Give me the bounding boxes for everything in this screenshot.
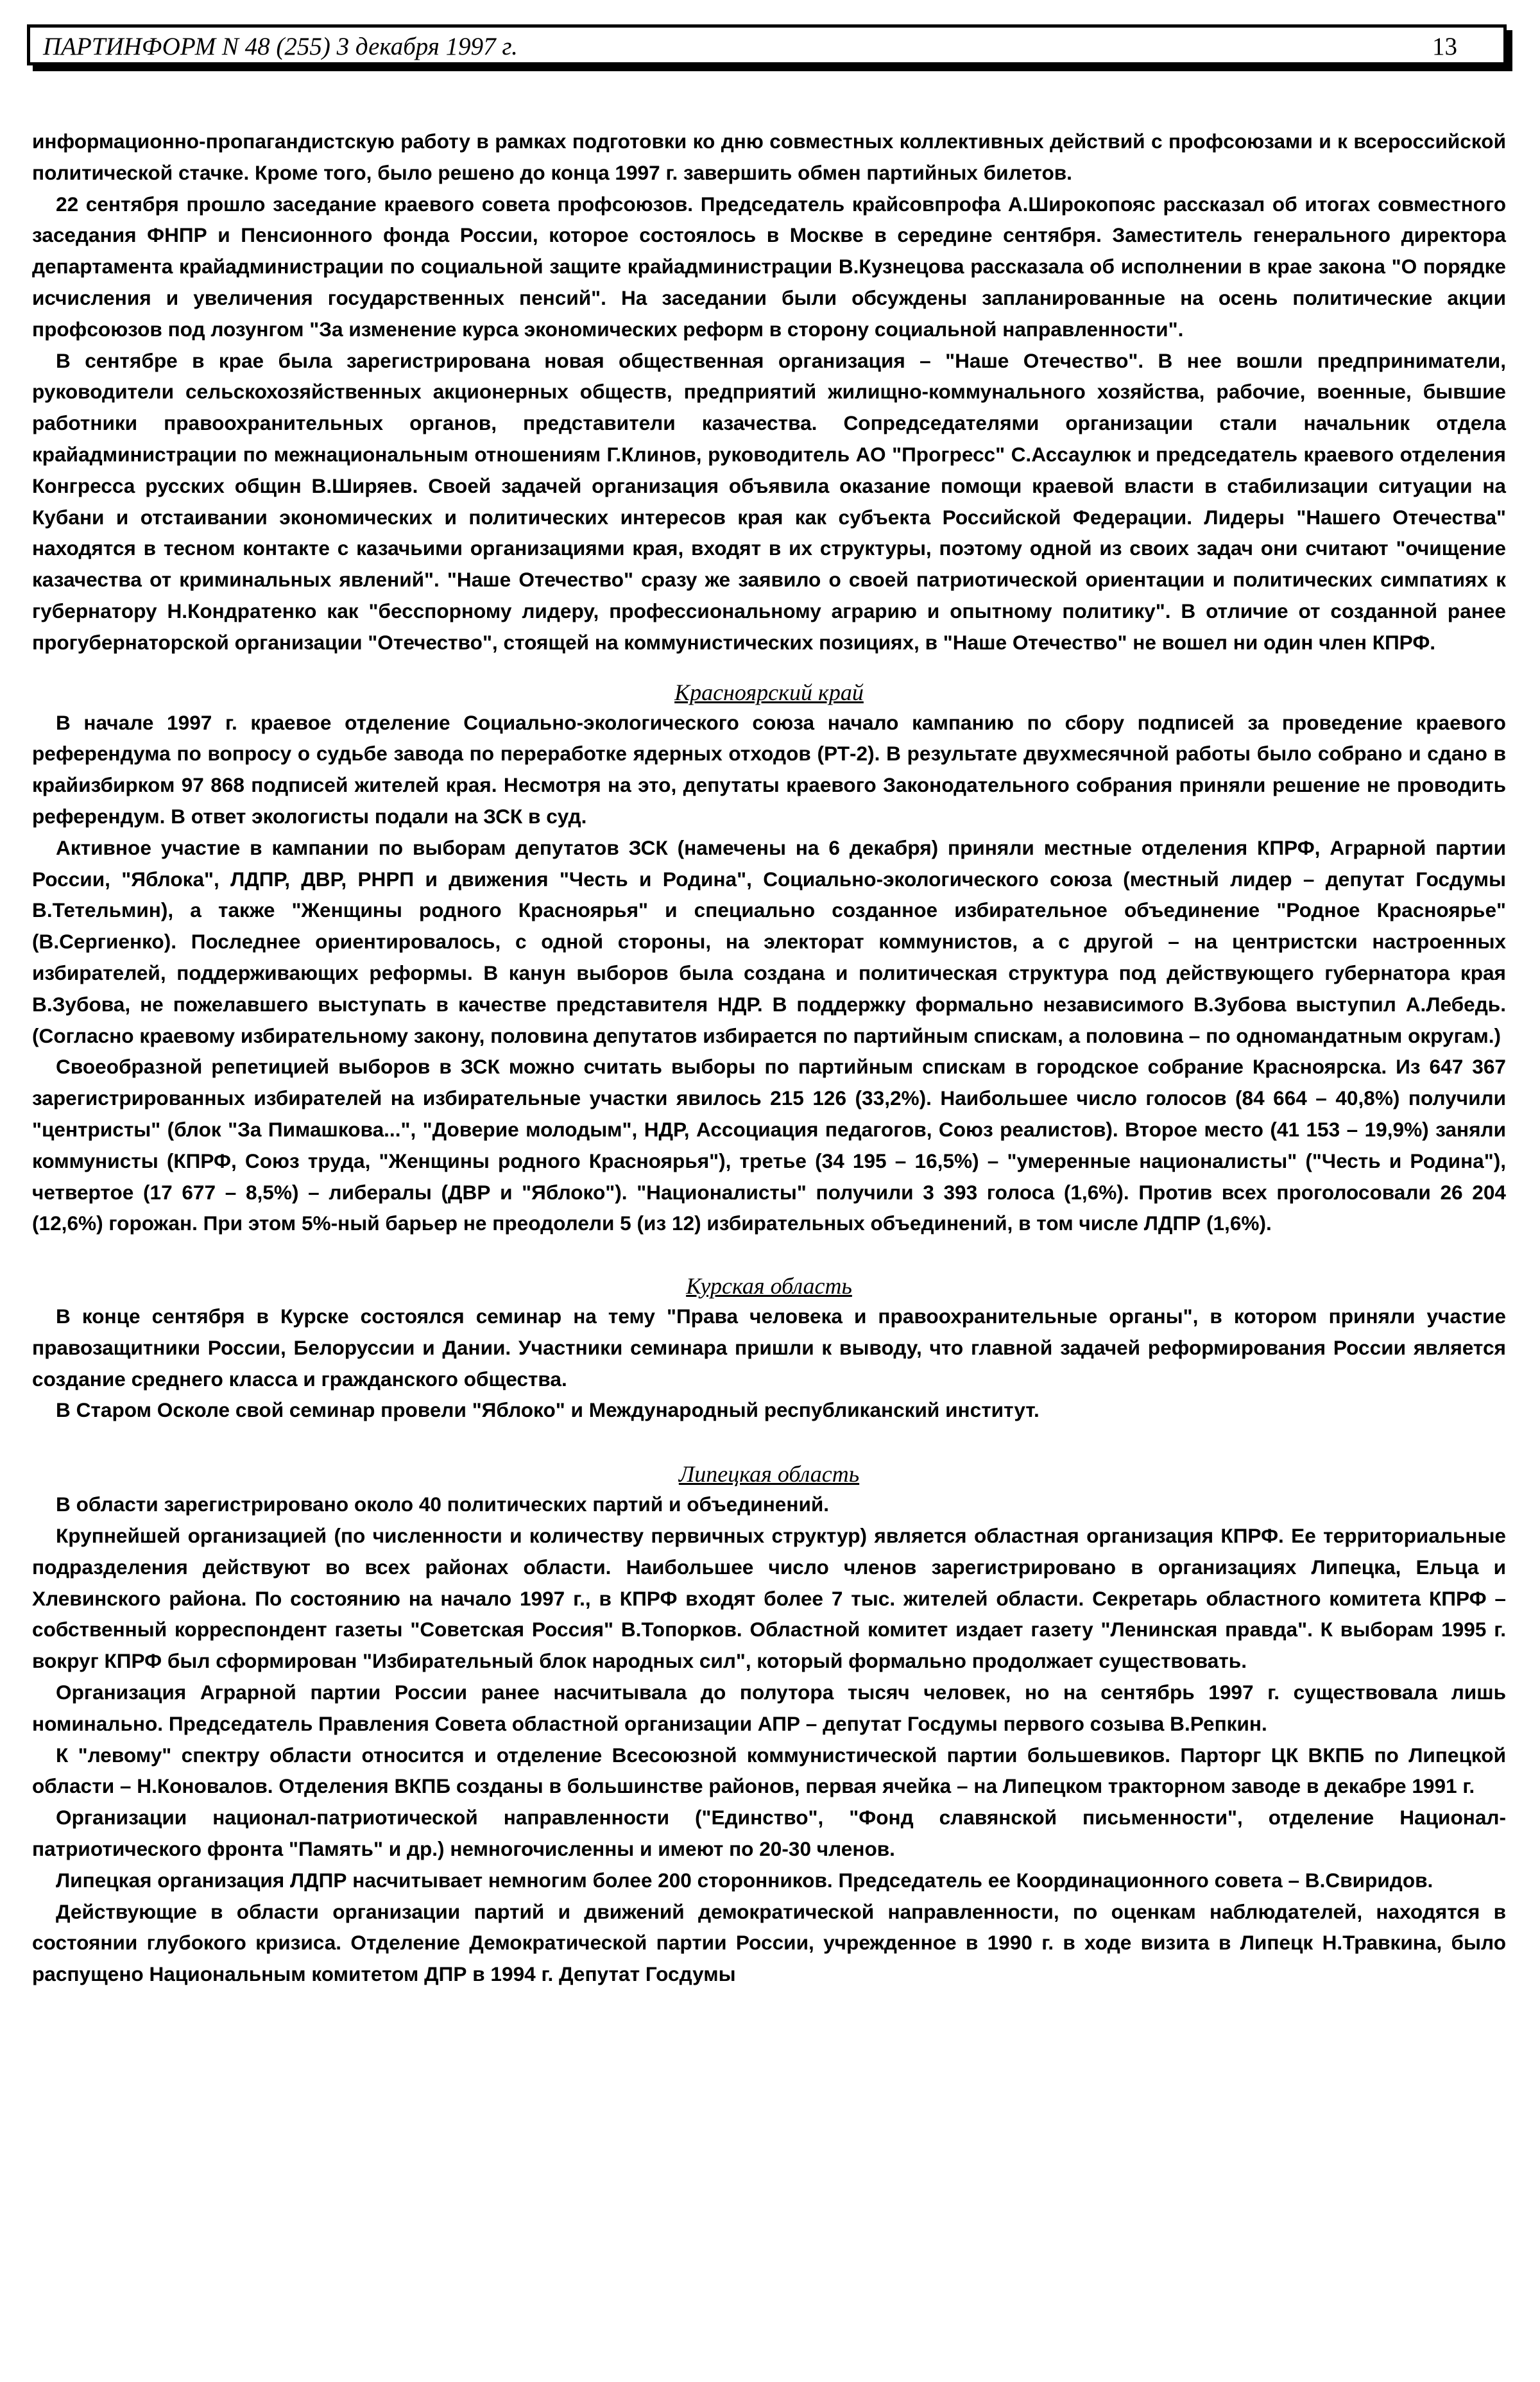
paragraph: информационно-пропагандистскую работу в рамках подготовки ко дню совместных коллективных действий с профсоюзами и к всероссийской политической стачке. Кроме того, было решено до конца 1997 г. завершить обмен партийных билетов. [32,130,1506,184]
section-heading-lipetsk: Липецкая область [678,1461,860,1487]
paragraph: Крупнейшей организацией (по численности и количеству первичных структур) является областная организация КПРФ. Ее территориальные подразделения действуют во всех районах области. Наибольшее число членов зарегистрировано в организациях Липецка, Ельца и Хлевинского района. По состоянию на начало 1997 г., в КПРФ входят более 7 тыс. жителей области. Секретарь областного комитета КПРФ – собственный корреспондент газеты "Советская Россия" В.Топорков. Областной комитет издает газету "Ленинская правда". К выборам 1995 г. вокруг КПРФ был сформирован "Избирательный блок народных сил", который формально продолжает существовать. [32,1524,1506,1673]
section-heading-kursk: Курская область [686,1273,852,1299]
page-number: 13 [1432,33,1457,60]
paragraph: 22 сентября прошло заседание краевого совета профсоюзов. Председатель крайсовпрофа А.Широкопояс рассказал об итогах совместного заседания ФНПР и Пенсионного фонда России, которое состоялось в Москве в середине сентября. Заместитель генерального директора департамента крайадминистрации по социальной защите крайадминистрации В.Кузнецова рассказала об исполнении в крае закона "О порядке исчисления и увеличения государственных пенсий". На заседании были обсуждены запланированные на осень политические акции профсоюзов под лозунгом "За изменение курса экономических реформ в сторону социальной направленности". [32,192,1506,341]
paragraph: Действующие в области организации партий и движений демократической направленности, по оценкам наблюдателей, находятся в состоянии глубокого кризиса. Отделение Демократической партии России, учрежденное в 1990 г. в ходе визита в Липецк Н.Травкина, было распущено Национальным комитетом ДПР в 1994 г. Депутат Госдумы [32,1899,1506,1986]
paragraph: В конце сентября в Курске состоялся семинар на тему "Права человека и правоохранительные органы", в котором приняли участие правозащитники России, Белоруссии и Дании. Участники семинара пришли к выводу, что главной задачей реформирования России является создание среднего класса и гражданского общества. [32,1305,1506,1391]
paragraph: В начале 1997 г. краевое отделение Социально-экологического союза начало кампанию по сбору подписей за проведение краевого референдума по вопросу о судьбе завода по переработке ядерных отходов (РТ-2). В результате двухмесячной работы было собрано и сдано в крайизбирком 97 868 подписей жителей края. Несмотря на это, депутаты краевого Законодательного собрания приняли решение не проводить референдум. В ответ экологисты подали на ЗСК в суд. [32,710,1506,828]
paragraph: Активное участие в кампании по выборам депутатов ЗСК (намечены на 6 декабря) приняли местные отделения КПРФ, Аграрной партии России, "Яблока", ЛДПР, ДВР, РНРП и движения "Честь и Родина", Социально-экологического союза (местный лидер – депутат Госдумы В.Тетельмин), а также "Женщины родного Красноярья" и специально созданное избирательное объединение "Родное Красноярье" (В.Сергиенко). Последнее ориентировалось, с одной стороны, на электорат коммунистов, а с другой – на центристски настроенных избирателей, поддерживающих реформы. В канун выборов была создана и политическая структура под действующего губернатора края В.Зубова, не пожелавшего выступать в качестве представителя НДР. В поддержку формально независимого В.Зубова выступил А.Лебедь. (Согласно краевому избирательному закону, половина депутатов избирается по партийным спискам, а половина – по одномандатным округам.) [32,835,1506,1047]
paragraph: Своеобразной репетицией выборов в ЗСК можно считать выборы по партийным спискам в городское собрание Красноярска. Из 647 367 зарегистрированных избирателей на избирательные участки явилось 215 126 (33,2%). Наибольшее число голосов (84 664 – 40,8%) получили "центристы" (блок "За Пимашкова...", "Доверие молодым", НДР, Ассоциация педагогов, Союз реалистов). Второе место (41 153 – 19,9%) заняли коммунисты (КПРФ, Союз труда, "Женщины родного Красноярья"), третье (34 195 – 16,5%) – "умеренные националисты" ("Честь и Родина"), четвертое (17 677 – 8,5%) – либералы (ДВР и "Яблоко"). "Националисты" получили 3 393 голоса (1,6%). Против всех проголосовали 26 204 (12,6%) горожан. При этом 5%-ный барьер не преодолели 5 (из 12) избирательных объединений, в том числе ЛДПР (1,6%). [32,1055,1506,1235]
paragraph: Организации национал-патриотической направленности ("Единство", "Фонд славянской письменности", отделение Национал-патриотического фронта "Память" и др.) немногочисленны и имеют по 20-30 членов. [32,1806,1506,1861]
page-header [27,24,1507,65]
article-body [32,126,1506,1990]
paragraph: В сентябре в крае была зарегистрирована новая общественная организация – "Наше Отечество". В нее вошли предприниматели, руководители сельскохозяйственных акционерных обществ, предприятий жилищно-коммунального хозяйства, рабочие, военные, бывшие работники правоохранительных органов, представители казачества. Сопредседателями организации стали начальник отдела крайадминистрации по межнациональным отношениям Г.Клинов, руководитель АО "Прогресс" С.Ассаулюк и председатель краевого отделения Конгресса русских общин В.Ширяев. Своей задачей организация объявила оказание помощи краевой власти в стабилизации ситуации на Кубани и отстаивании экономических и политических интересов края как субъекта Российской Федерации. Лидеры "Нашего Отечества" находятся в тесном контакте с казачьими организациями края, входят в их структуры, поэтому одной из своих задач они считают "очищение казачества от криминальных явлений". "Наше Отечество" сразу же заявило о своей патриотической ориентации и политических симпатиях к губернатору Н.Кондратенко как "бесспорному лидеру, профессиональному аграрию и опытному политику". В отличие от созданной ранее прогубернаторской организации "Отечество", стоящей на коммунистических позициях, в "Наше Отечество" не вошел ни один член КПРФ. [32,348,1506,654]
section-heading-krasnoyarsk: Красноярский край [674,679,864,705]
paragraph: В области зарегистрировано около 40 политических партий и объединений. [56,1493,830,1516]
paragraph: Липецкая организация ЛДПР насчитывает немногим более 200 сторонников. Председатель ее Координационного совета – В.Свиридов. [56,1868,1433,1892]
publication-title: ПАРТИНФОРМ N 48 (255) 3 декабря 1997 г. [43,33,518,60]
paragraph: К "левому" спектру области относится и отделение Всесоюзной коммунистической партии большевиков. Парторг ЦК ВКПБ по Липецкой области – Н.Коновалов. Отделения ВКПБ созданы в большинстве районов, первая ячейка – на Липецком тракторном заводе в декабре 1991 г. [32,1743,1506,1798]
paragraph: В Старом Осколе свой семинар провели "Яблоко" и Международный республиканский институт. [56,1398,1040,1422]
paragraph: Организация Аграрной партии России ранее насчитывала до полутора тысяч человек, но на сентябрь 1997 г. существовала лишь номинально. Председатель Правления Совета областной организации АПР – депутат Госдумы первого созыва В.Репкин. [32,1681,1506,1735]
